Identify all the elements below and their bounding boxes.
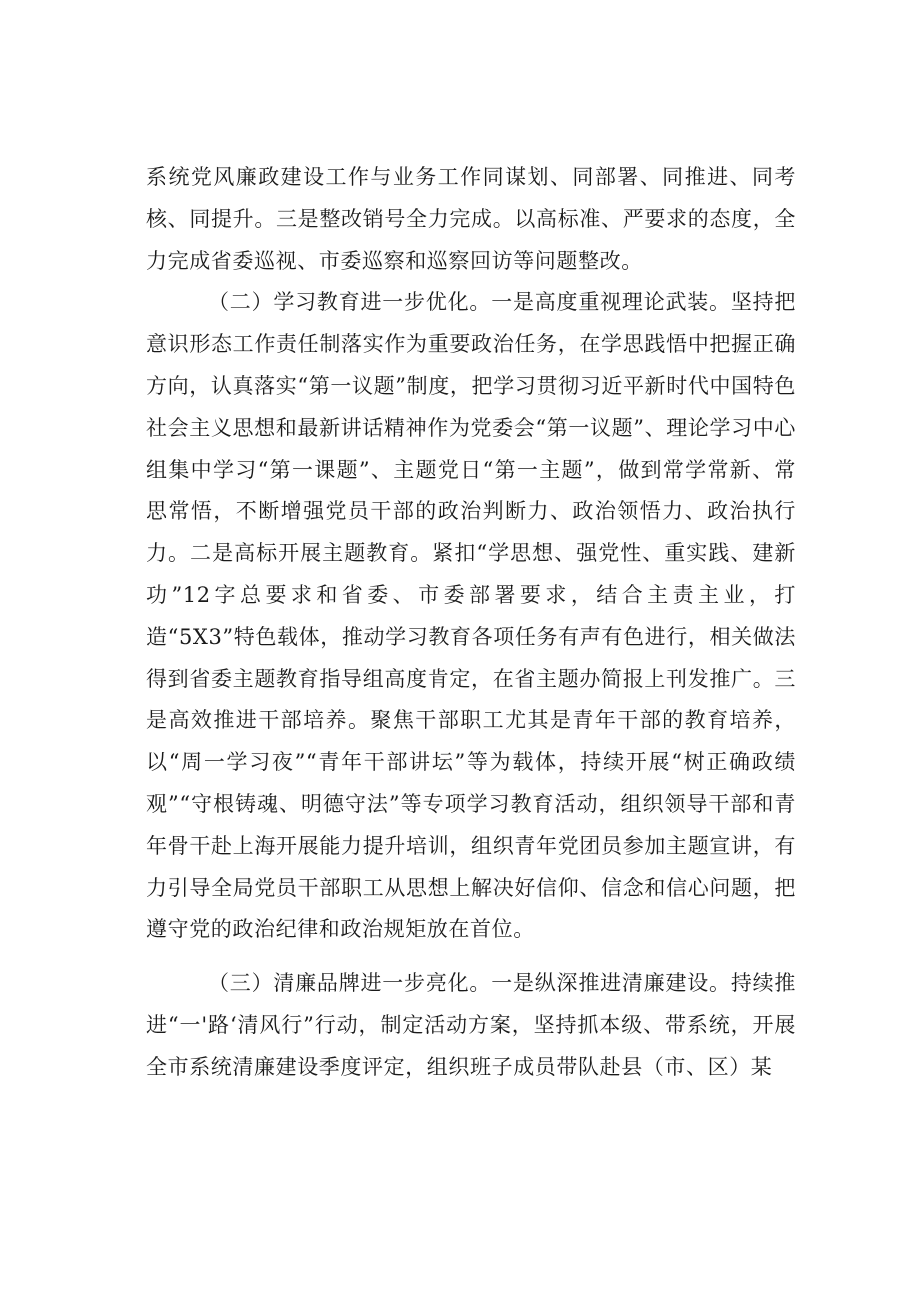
paragraph-rectification: 系统党风廉政建设工作与业务工作同谋划、同部署、同推进、同考核、同提升。三是整改销号全力完成。以高标准、严要求的态度，全力完成省委巡视、市委巡察和巡察回访等问题整改。 [146,165,796,273]
paragraph-gap [146,951,796,963]
paragraph-study-education: （二）学习教育进一步优化。一是高度重视理论武装。坚持把意识形态工作责任制落实作为重要政治任务，在学思践悟中把握正确方向，认真落实“第一议题”制度，把学习贯彻习近平新时代中国特色社会主义思想和最新讲话精神作为党委会“第一议题”、理论学习中心组集中学习“第一课题”、主题党日“第一主题”，做到常学常新、常思常悟，不断增强党员干部的政治判断力、政治领悟力、政治执行力。二是高标开展主题教育。紧扣“学思想、强党性、重实践、建新功”12字总要求和省委、市委部署要求，结合主责主业，打造“5X3”特色载体，推动学习教育各项任务有声有色进行，相关做法得到省委主题教育指导组高度肯定，在省主题办简报上刊发推广。三是高效推进干部培养。聚焦干部职工尤其是青年干部的教育培养，以“周一学习夜”“青年干部讲坛”等为载体，持续开展“树正确政绩观”“守根铸魂、明德守法”等专项学习教育活动，组织领导干部和青年骨干赴上海开展能力提升培训，组织青年党团员参加主题宣讲，有力引导全局党员干部职工从思想上解决好信仰、信念和信心问题，把遵守党的政治纪律和政治规矩放在首位。 [146,290,796,942]
document-body [146,157,796,1089]
paragraph-clean-brand: （三）清廉品牌进一步亮化。一是纵深推进清廉建设。持续推进“一'路‘清风行”行动，制定活动方案，坚持抓本级、带系统，开展全市系统清廉建设季度评定，组织班子成员带队赴县（市、区）某 [146,971,796,1079]
